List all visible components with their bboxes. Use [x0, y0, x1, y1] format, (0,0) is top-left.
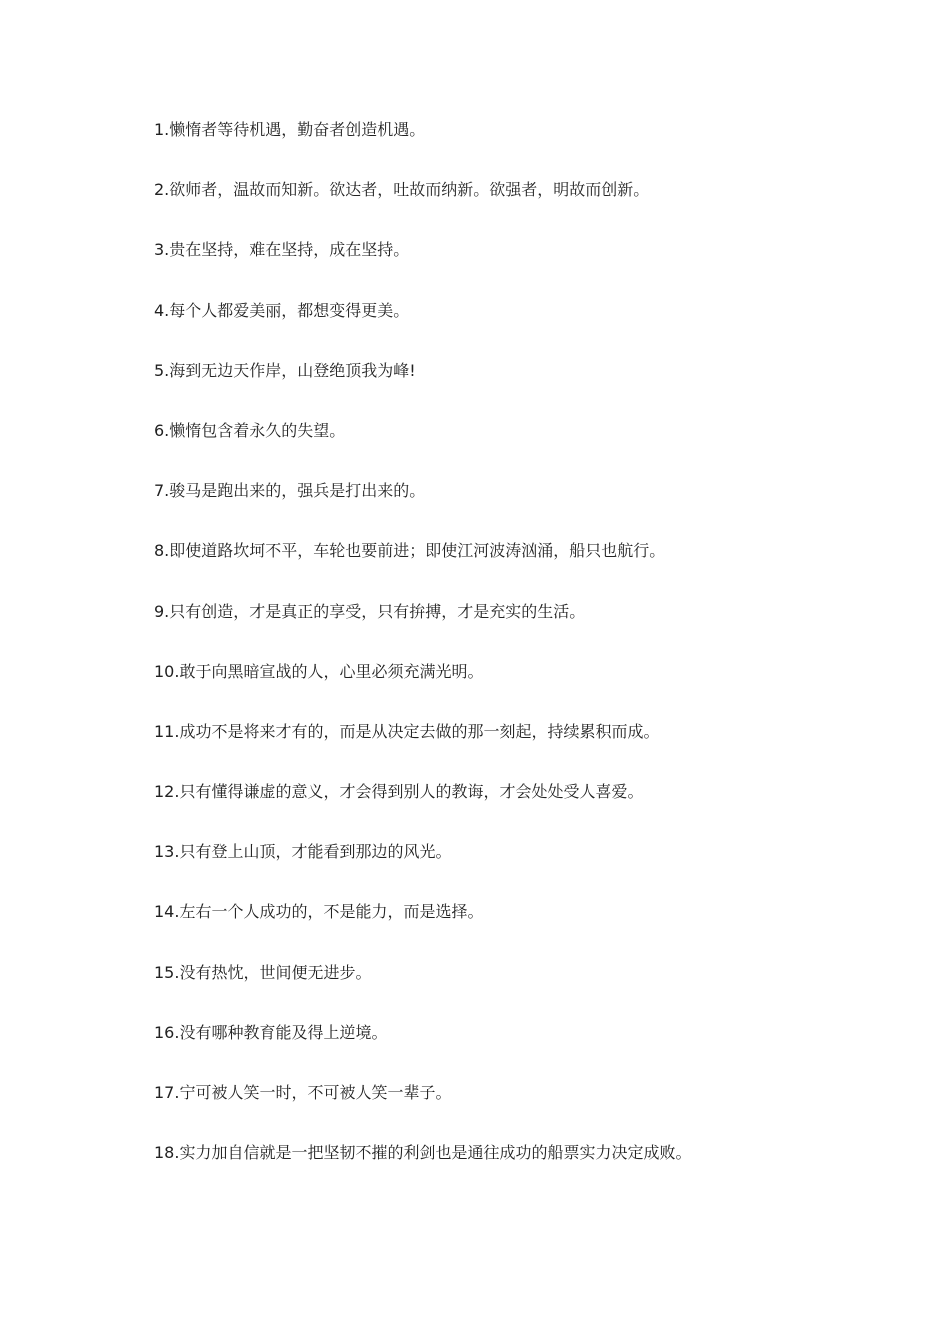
quote-line-2: 2.欲师者，温故而知新。欲达者，吐故而纳新。欲强者，明故而创新。	[154, 180, 650, 200]
quote-line-16: 16.没有哪种教育能及得上逆境。	[154, 1022, 388, 1042]
quote-line-7: 7.骏马是跑出来的，强兵是打出来的。	[154, 481, 426, 501]
quote-line-1: 1.懒惰者等待机遇，勤奋者创造机遇。	[154, 120, 426, 139]
quote-line-6: 6.懒惰包含着永久的失望。	[154, 420, 346, 440]
quote-line-17: 17.宁可被人笑一时，不可被人笑一辈子。	[154, 1083, 452, 1102]
quote-line-4: 4.每个人都爱美丽，都想变得更美。	[154, 300, 410, 320]
quote-line-13: 13.只有登上山顶，才能看到那边的风光。	[154, 842, 452, 862]
quote-line-12: 12.只有懂得谦虚的意义，才会得到别人的教诲，才会处处受人喜爱。	[154, 782, 644, 802]
quote-line-14: 14.左右一个人成功的，不是能力，而是选择。	[154, 902, 484, 922]
quote-line-15: 15.没有热忱，世间便无进步。	[154, 962, 372, 982]
quote-line-10: 10.敢于向黑暗宣战的人，心里必须充满光明。	[154, 661, 484, 681]
quote-list	[154, 119, 914, 1202]
quote-line-5: 5.海到无边天作岸，山登绝顶我为峰!	[154, 360, 416, 380]
quote-line-8: 8.即使道路坎坷不平，车轮也要前进；即使江河波涛汹涌，船只也航行。	[154, 541, 666, 561]
quote-line-18: 18.实力加自信就是一把坚韧不摧的利剑也是通往成功的船票实力决定成败。	[154, 1143, 692, 1163]
quote-line-3: 3.贵在坚持，难在坚持，成在坚持。	[154, 240, 410, 260]
quote-line-11: 11.成功不是将来才有的，而是从决定去做的那一刻起，持续累积而成。	[154, 721, 660, 741]
quote-line-9: 9.只有创造，才是真正的享受，只有拚搏，才是充实的生活。	[154, 601, 586, 621]
